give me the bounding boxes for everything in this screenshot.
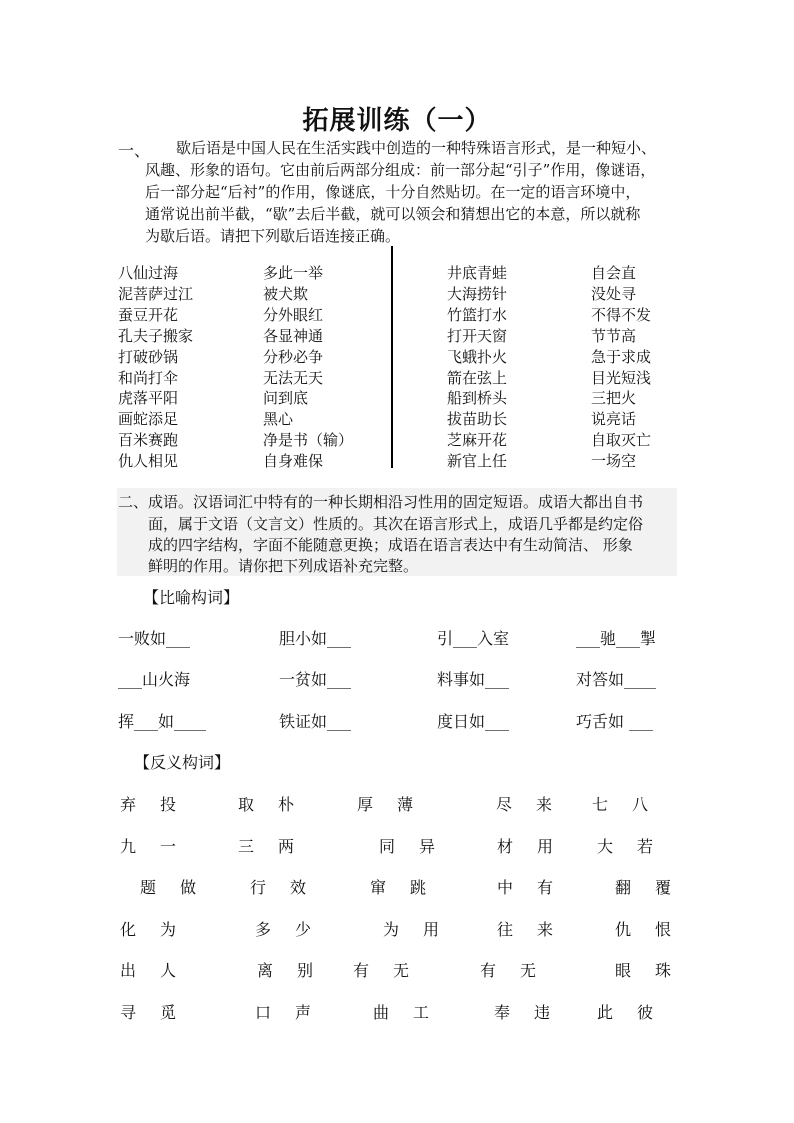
xhy-right-answer: 三把火 bbox=[591, 389, 637, 408]
antonym-pair: 化 为 bbox=[120, 920, 181, 939]
xhy-left-answer: 自身难保 bbox=[263, 452, 324, 471]
xhy-right-answer: 急于求成 bbox=[591, 347, 652, 366]
idiom-blank: 一贫如___ bbox=[279, 670, 352, 689]
xhy-right-riddle: 井底青蛙 bbox=[447, 264, 508, 282]
antonym-pair: 九 一 bbox=[120, 837, 181, 856]
idiom-blank: 料事如___ bbox=[437, 670, 510, 689]
xhy-right-riddle: 船到桥头 bbox=[447, 389, 508, 408]
xhy-left-answer: 多此一举 bbox=[263, 264, 324, 282]
xhy-right-riddle: 竹篮打水 bbox=[447, 305, 508, 324]
xhy-right-riddle: 飞蛾扑火 bbox=[447, 347, 508, 366]
antonym-pair: 翻 覆 bbox=[615, 878, 676, 897]
idiom-blank: 巧舌如 ___ bbox=[576, 712, 654, 731]
antonym-pair: 有 无 bbox=[353, 961, 414, 980]
antonym-pair: 出 人 bbox=[120, 961, 181, 980]
idiom-blank: 胆小如___ bbox=[279, 629, 352, 648]
xhy-left-riddle: 孔夫子搬家 bbox=[118, 326, 194, 345]
antonym-pair: 中 有 bbox=[497, 878, 558, 897]
xhy-left-riddle: 画蛇添足 bbox=[118, 410, 179, 429]
antonym-pair: 曲 工 bbox=[373, 1003, 434, 1022]
section1-line-1: 歇后语是中国人民在生活实践中创造的一种特殊语言形式，是一种短小、 bbox=[176, 139, 657, 157]
idiom-blank: ___驰___掣 bbox=[576, 629, 657, 648]
xhy-left-answer: 各显神通 bbox=[263, 326, 324, 345]
xhy-left-riddle: 泥菩萨过江 bbox=[118, 284, 194, 303]
idiom-blank: 铁证如___ bbox=[279, 712, 352, 731]
section1-number: 一、 bbox=[118, 141, 151, 160]
antonym-pair: 三 两 bbox=[238, 837, 299, 856]
xhy-right-riddle: 芝麻开花 bbox=[447, 431, 508, 450]
simile-header: 【比喻构词】 bbox=[143, 588, 240, 607]
section2-line-4: 鲜明的作用。请你把下列成语补充完整。 bbox=[148, 557, 419, 575]
antonym-pair: 此 彼 bbox=[597, 1003, 658, 1022]
section1-line-5: 为歇后语。请把下列歇后语连接正确。 bbox=[145, 227, 401, 245]
section1-line-3: 后一部分起“后衬”的作用，像谜底，十分自然贴切。在一定的语言环境中， bbox=[145, 183, 641, 201]
antonym-pair: 七 八 bbox=[592, 795, 653, 814]
antonym-pair: 行 效 bbox=[250, 878, 311, 897]
idiom-blank: ___山火海 bbox=[118, 670, 191, 689]
antonym-pair: 离 别 bbox=[257, 961, 318, 980]
section1-line-2: 风趣、形象的语句。它由前后两部分组成：前一部分起“引子”作用，像谜语， bbox=[145, 161, 656, 179]
xhy-left-answer: 问到底 bbox=[263, 389, 309, 408]
xhy-right-answer: 说亮话 bbox=[591, 410, 637, 429]
section1-line-4: 通常说出前半截，“歇”去后半截，就可以领会和猜想出它的本意，所以就称 bbox=[145, 205, 641, 223]
antonym-pair: 口 声 bbox=[255, 1003, 316, 1022]
xhy-right-answer: 目光短浅 bbox=[591, 368, 652, 387]
xhy-right-answer: 不得不发 bbox=[591, 305, 652, 324]
antonym-pair: 眼 珠 bbox=[615, 961, 676, 980]
antonym-pair: 奉 违 bbox=[494, 1003, 555, 1022]
idiom-blank: 度日如___ bbox=[437, 712, 510, 731]
xhy-left-riddle: 百米赛跑 bbox=[118, 431, 179, 450]
antonym-pair: 厚 薄 bbox=[357, 795, 418, 814]
column-divider bbox=[391, 246, 393, 468]
xhy-right-answer: 一场空 bbox=[591, 452, 637, 471]
xhy-left-riddle: 八仙过海 bbox=[118, 264, 179, 282]
xhy-right-answer: 没处寻 bbox=[591, 284, 637, 303]
xhy-right-riddle: 新官上任 bbox=[447, 452, 508, 471]
antonym-pair: 仇 恨 bbox=[615, 920, 676, 939]
antonym-pair: 多 少 bbox=[255, 920, 316, 939]
antonym-pair: 题 做 bbox=[140, 878, 201, 897]
xhy-left-answer: 被犬欺 bbox=[263, 284, 309, 303]
antonym-pair: 取 朴 bbox=[238, 795, 299, 814]
antonym-pair: 有 无 bbox=[480, 961, 541, 980]
antonym-pair: 弃 投 bbox=[120, 795, 181, 814]
antonym-pair: 寻 觅 bbox=[120, 1003, 181, 1022]
xhy-left-riddle: 蚕豆开花 bbox=[118, 305, 179, 324]
xhy-left-answer: 净是书（输） bbox=[263, 431, 354, 450]
idiom-blank: 对答如____ bbox=[576, 670, 657, 689]
antonym-pair: 大 若 bbox=[597, 837, 658, 856]
xhy-left-riddle: 和尚打伞 bbox=[118, 368, 179, 387]
idiom-blank: 引___入室 bbox=[437, 629, 510, 648]
xhy-left-answer: 分外眼红 bbox=[263, 305, 324, 324]
xhy-right-answer: 节节高 bbox=[591, 326, 637, 345]
antonym-pair: 同 异 bbox=[379, 837, 440, 856]
antonym-pair: 材 用 bbox=[497, 837, 558, 856]
xhy-right-riddle: 箭在弦上 bbox=[447, 368, 508, 387]
section2-line-3: 成的四字结构，字面不能随意更换；成语在语言表达中有生动简洁、 形象 bbox=[148, 536, 633, 554]
xhy-left-riddle: 虎落平阳 bbox=[118, 389, 179, 408]
antonym-pair: 尽 来 bbox=[496, 795, 557, 814]
xhy-right-riddle: 拔苗助长 bbox=[447, 410, 508, 429]
antonym-pair: 为 用 bbox=[383, 920, 444, 939]
xhy-left-riddle: 仇人相见 bbox=[118, 452, 179, 471]
xhy-left-answer: 无法无天 bbox=[263, 368, 324, 387]
page-title: 拓展训练（一） bbox=[302, 106, 492, 136]
xhy-left-riddle: 打破砂锅 bbox=[118, 347, 179, 366]
section2-line-2: 面，属于文语（文言文）性质的。其次在语言形式上，成语几乎都是约定俗 bbox=[148, 515, 644, 533]
xhy-right-answer: 自会直 bbox=[591, 264, 637, 282]
antonym-pair: 窜 跳 bbox=[370, 878, 431, 897]
idiom-blank: 挥___如____ bbox=[118, 712, 207, 731]
xhy-right-riddle: 打开天窗 bbox=[447, 326, 508, 345]
antonym-header: 【反义构词】 bbox=[134, 753, 231, 772]
xhy-left-answer: 分秒必争 bbox=[263, 347, 324, 366]
xhy-right-riddle: 大海捞针 bbox=[447, 284, 508, 303]
antonym-pair: 往 来 bbox=[497, 920, 558, 939]
xhy-right-answer: 自取灭亡 bbox=[591, 431, 652, 450]
section2-line-1: 二、成语。汉语词汇中特有的一种长期相沿习性用的固定短语。成语大都出自书 bbox=[118, 493, 644, 511]
idiom-blank: 一败如___ bbox=[118, 629, 191, 648]
xhy-left-answer: 黑心 bbox=[263, 410, 294, 429]
